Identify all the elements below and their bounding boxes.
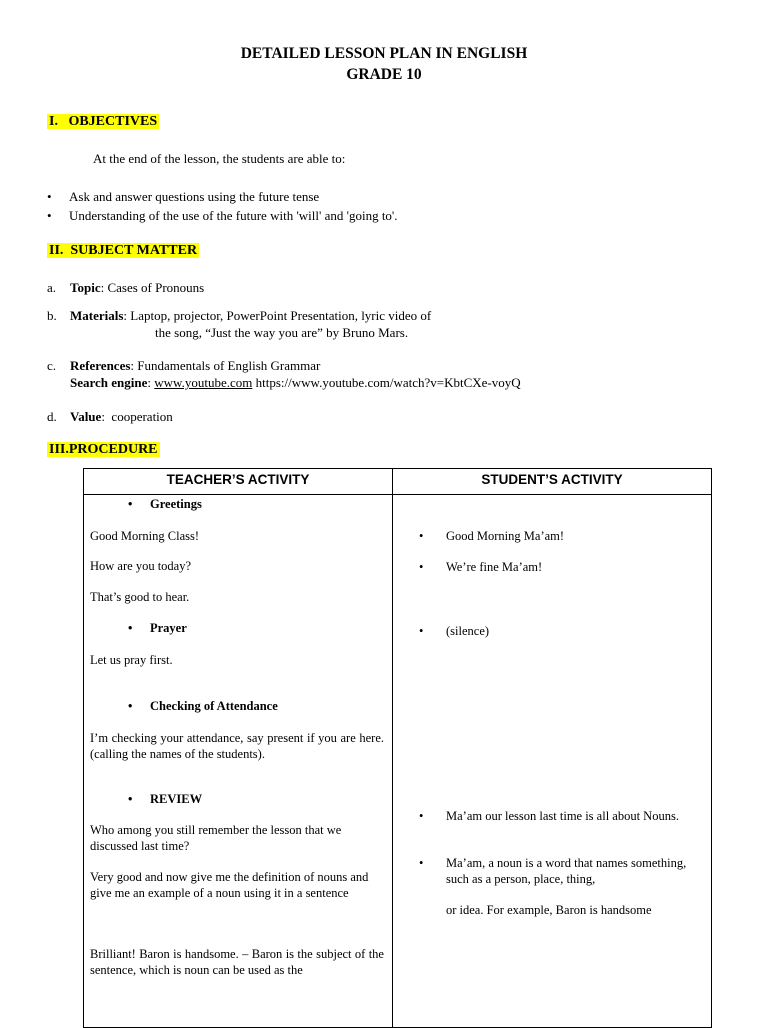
teacher-review-question: Who among you still remember the lesson that we discussed last time? bbox=[90, 823, 342, 853]
document-title: DETAILED LESSON PLAN IN ENGLISH bbox=[240, 45, 528, 62]
youtube-link[interactable]: www.youtube.com bbox=[154, 375, 253, 390]
bullet-icon: • bbox=[419, 856, 424, 870]
teacher-let-us-pray: Let us pray first. bbox=[90, 653, 173, 667]
objectives-heading: I. OBJECTIVES bbox=[49, 114, 158, 129]
student-column-header: STUDENT’S ACTIVITY bbox=[481, 472, 623, 487]
student-noun-definition: • Ma’am, a noun is a word that names something, such as a person, place, thing, bbox=[419, 856, 687, 886]
subject-matter-heading: II. SUBJECT MATTER bbox=[49, 243, 198, 258]
document-subtitle: GRADE 10 bbox=[346, 66, 422, 83]
bullet-icon: • bbox=[47, 208, 52, 223]
value-line: d. Value: cooperation bbox=[47, 409, 173, 424]
prayer-subheading: • Prayer bbox=[128, 621, 187, 635]
teacher-good-morning: Good Morning Class! bbox=[90, 529, 200, 543]
objective-item: • Ask and answer questions using the future tense bbox=[47, 189, 320, 204]
bullet-icon: • bbox=[419, 809, 424, 823]
procedure-heading: III.PROCEDURE bbox=[49, 442, 158, 457]
bullet-icon: • bbox=[419, 560, 424, 574]
student-nouns: • Ma’am our lesson last time is all about Nouns. bbox=[419, 809, 679, 823]
bullet-icon: • bbox=[128, 792, 133, 806]
bullet-icon: • bbox=[419, 624, 424, 638]
bullet-icon: • bbox=[128, 621, 133, 635]
student-example: or idea. For example, Baron is handsome bbox=[446, 903, 652, 917]
topic-line: a. Topic: Cases of Pronouns bbox=[47, 280, 205, 295]
teacher-brilliant: Brilliant! Baron is handsome. – Baron is the subject of the sentence, which is noun can be used as the bbox=[90, 947, 384, 977]
bullet-icon: • bbox=[47, 189, 52, 204]
objectives-intro: At the end of the lesson, the students are able to: bbox=[93, 151, 346, 166]
attendance-subheading: • Checking of Attendance bbox=[128, 699, 278, 713]
teacher-good-to-hear: That’s good to hear. bbox=[90, 590, 190, 604]
procedure-table: TEACHER’S ACTIVITY STUDENT’S ACTIVITY • Greetings Good Morning Class! How are you today? That’s good to hear. • Prayer Let us pray first. • Checking of Attendance I’m checking your attendance, say present if you are here. (calling the names of the students). • REVIEW Who among you still remember the lesson that we discussed last time? Very good and now give me the definition of nouns and give me an example of a noun using it in a sentence Brilliant! Baron is handsome. – Baron is the subject of the sentence, which is noun can be used as the • Good Morning Ma’am! • We’re fine Ma’am! • (silence) • Ma’am our lesson last time is all about Nouns. • Ma’am, a noun is a word that names something, such as a person, place, thing, or idea. For example, Baron is handsome bbox=[83, 468, 712, 1028]
column-divider bbox=[392, 469, 393, 1027]
bullet-icon: • bbox=[128, 699, 133, 713]
materials-line: b. Materials: Laptop, projector, PowerPoint Presentation, lyric video of bbox=[47, 308, 432, 323]
search-engine-line: Search engine: www.youtube.com https://www.youtube.com/watch?v=KbtCXe-voyQ bbox=[70, 375, 521, 390]
teacher-very-good: Very good and now give me the definition of nouns and give me an example of a noun using it in a sentence bbox=[90, 870, 369, 900]
video-url: https://www.youtube.com/watch?v=KbtCXe-voyQ bbox=[252, 375, 521, 390]
teacher-column-header: TEACHER’S ACTIVITY bbox=[166, 472, 310, 487]
greetings-subheading: • Greetings bbox=[128, 497, 202, 511]
teacher-attendance-text: I’m checking your attendance, say present if you are here. (calling the names of the students). bbox=[90, 731, 384, 761]
bullet-icon: • bbox=[128, 497, 133, 511]
objective-item: • Understanding of the use of the future with 'will' and 'going to'. bbox=[47, 208, 398, 223]
bullet-icon: • bbox=[419, 529, 424, 543]
teacher-how-are-you: How are you today? bbox=[90, 559, 192, 573]
materials-line-2: the song, “Just the way you are” by Bruno Mars. bbox=[155, 325, 409, 340]
review-subheading: • REVIEW bbox=[128, 792, 203, 806]
header-divider bbox=[84, 494, 711, 495]
references-line: c. References: Fundamentals of English Grammar bbox=[47, 358, 321, 373]
